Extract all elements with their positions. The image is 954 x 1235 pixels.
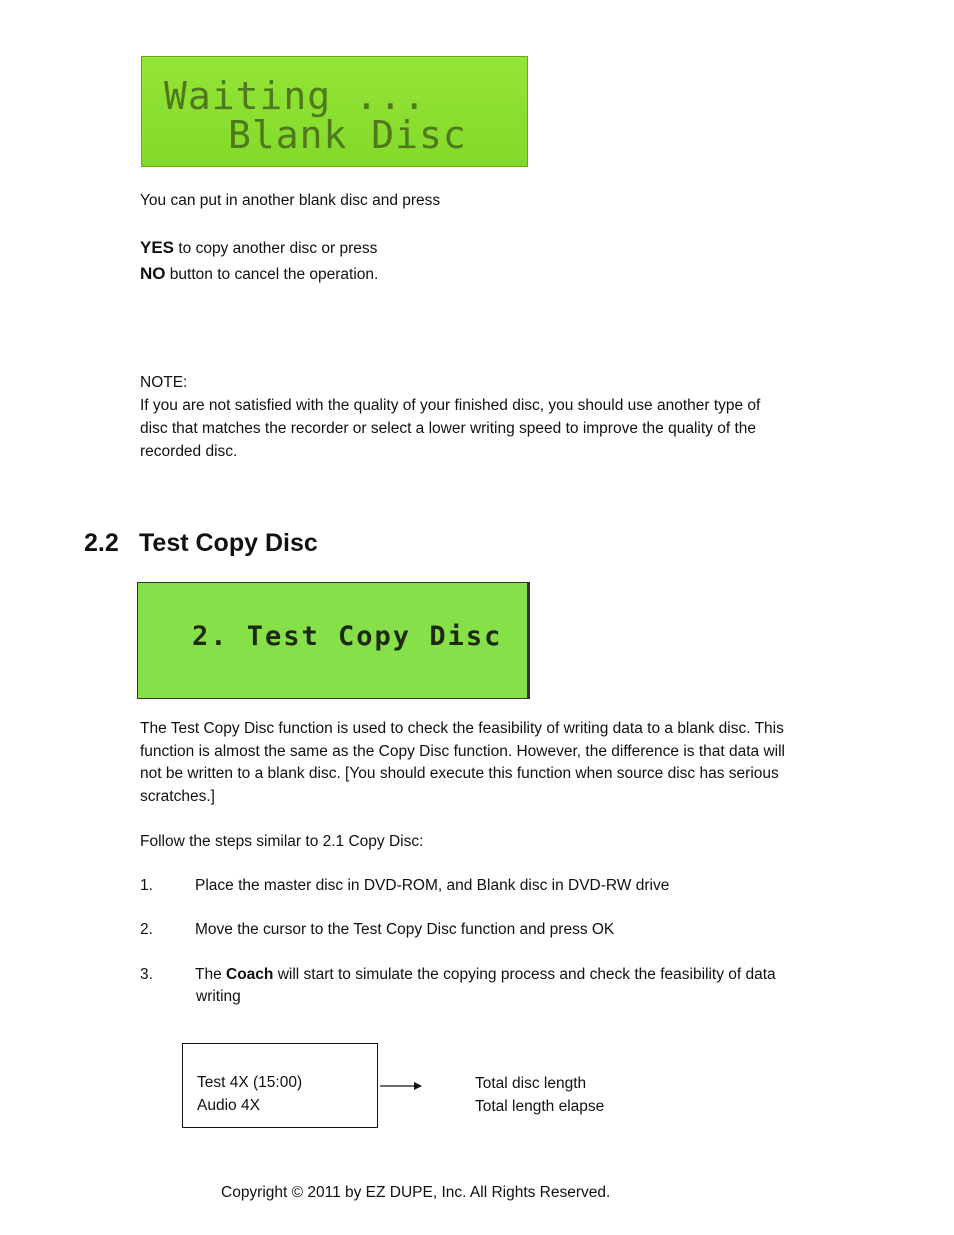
step-text-continued: writing [196, 988, 241, 1005]
step-text-pre: The [195, 966, 227, 983]
note-line-2: disc that matches the recorder or select a lower writing speed to improve the quality of the [140, 420, 756, 437]
step-number: 1. [140, 877, 153, 894]
step-text-post: will start to simulate the copying process and check the feasibility of data [273, 966, 776, 983]
arrow-right-icon [380, 1076, 424, 1096]
lcd-menu-line: 2. Test Copy Disc [192, 621, 503, 652]
yes-text: to copy another disc or press [174, 240, 378, 257]
section-heading [84, 529, 318, 558]
step-number: 2. [140, 921, 153, 938]
note-line-3: recorded disc. [140, 443, 238, 460]
intro-text: You can put in another blank disc and press [140, 192, 441, 209]
description-line-2: function is almost the same as the Copy Disc function. However, the difference is that data will [140, 743, 786, 760]
lcd-menu-display [137, 582, 528, 699]
note-line-1: If you are not satisfied with the quality of your finished disc, you should use another type of [140, 397, 761, 414]
description-line-3: not be written to a blank disc. [You should execute this function when source disc has serious [140, 765, 779, 782]
follow-text: Follow the steps similar to 2.1 Copy Disc: [140, 833, 424, 850]
yes-instruction [140, 236, 377, 260]
no-instruction [140, 262, 378, 286]
lcd-line-1: Waiting ... [164, 74, 427, 118]
section-title: Test Copy Disc [139, 529, 318, 557]
lcd-test-line-1: Test 4X (15:00) [197, 1074, 303, 1091]
no-key: NO [140, 264, 166, 283]
note-label: NOTE: [140, 374, 188, 391]
footer-copyright: Copyright © 2011 by EZ DUPE, Inc. All Rights Reserved. [221, 1184, 611, 1201]
legend-line-1: Total disc length [475, 1075, 587, 1092]
lcd-waiting-display [141, 56, 528, 167]
step-text: Place the master disc in DVD-ROM, and Blank disc in DVD-RW drive [195, 877, 670, 894]
lcd-test-display [182, 1043, 378, 1128]
yes-key: YES [140, 238, 175, 257]
lcd-test-line-2: Audio 4X [197, 1097, 260, 1114]
step-text: Move the cursor to the Test Copy Disc function and press OK [195, 921, 615, 938]
step-number: 3. [140, 966, 153, 983]
description-line-4: scratches.] [140, 788, 215, 805]
section-number: 2.2 [84, 529, 119, 557]
step-text [195, 963, 776, 986]
lcd-line-2: Blank Disc [228, 113, 467, 157]
legend-line-2: Total length elapse [475, 1098, 605, 1115]
no-text: button to cancel the operation. [165, 266, 379, 283]
coach-brand: Coach [226, 966, 274, 983]
description-line-1: The Test Copy Disc function is used to check the feasibility of writing data to a blank disc. This [140, 720, 784, 737]
